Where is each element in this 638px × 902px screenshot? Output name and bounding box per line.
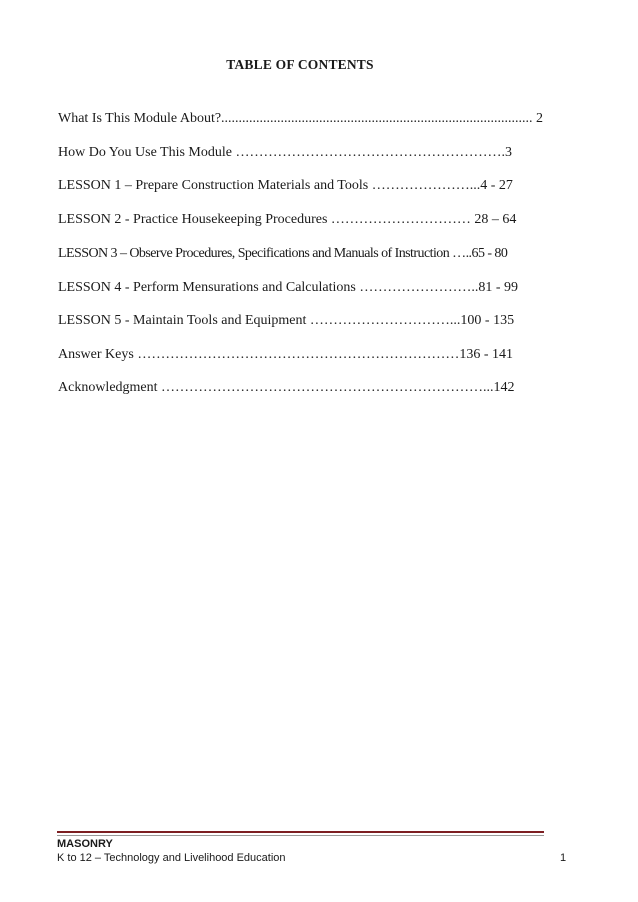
toc-entry-lesson-5: LESSON 5 - Maintain Tools and Equipment …………………………...100 - 135 xyxy=(58,313,515,328)
toc-entry-lesson-3-text: LESSON 3 – Observe Procedures, Specifications and Manuals of Instruction …..65 - 80 xyxy=(58,246,508,261)
toc-entry-lesson-4: LESSON 4 - Perform Mensurations and Calculations ……………………..81 - 99 xyxy=(58,280,519,295)
footer-rule-accent xyxy=(57,831,544,833)
footer-page-number: 1 xyxy=(560,852,567,864)
toc-title: TABLE OF CONTENTS xyxy=(226,57,374,72)
toc-entry-lesson-1: LESSON 1 – Prepare Construction Materials and Tools …………………...4 - 27 xyxy=(58,178,513,193)
footer-subject: MASONRY xyxy=(57,838,113,850)
footer-course: K to 12 – Technology and Livelihood Education xyxy=(57,852,286,864)
toc-entry-answer-keys: Answer Keys ……………………………………………………………136 - 141 xyxy=(58,347,513,362)
toc-entry-lesson-2: LESSON 2 - Practice Housekeeping Procedures ………………………… 28 – 64 xyxy=(58,212,517,227)
footer-rule xyxy=(57,835,544,836)
toc-entry-lesson-3 xyxy=(58,245,507,263)
toc-entry-acknowledgment: Acknowledgment ……………………………………………………………...142 xyxy=(58,380,515,395)
toc-entry-module-about: What Is This Module About?......................................................................................... 2 xyxy=(58,111,544,126)
toc-entry-how-to-use: How Do You Use This Module ………………………………………………….3 xyxy=(58,145,512,160)
